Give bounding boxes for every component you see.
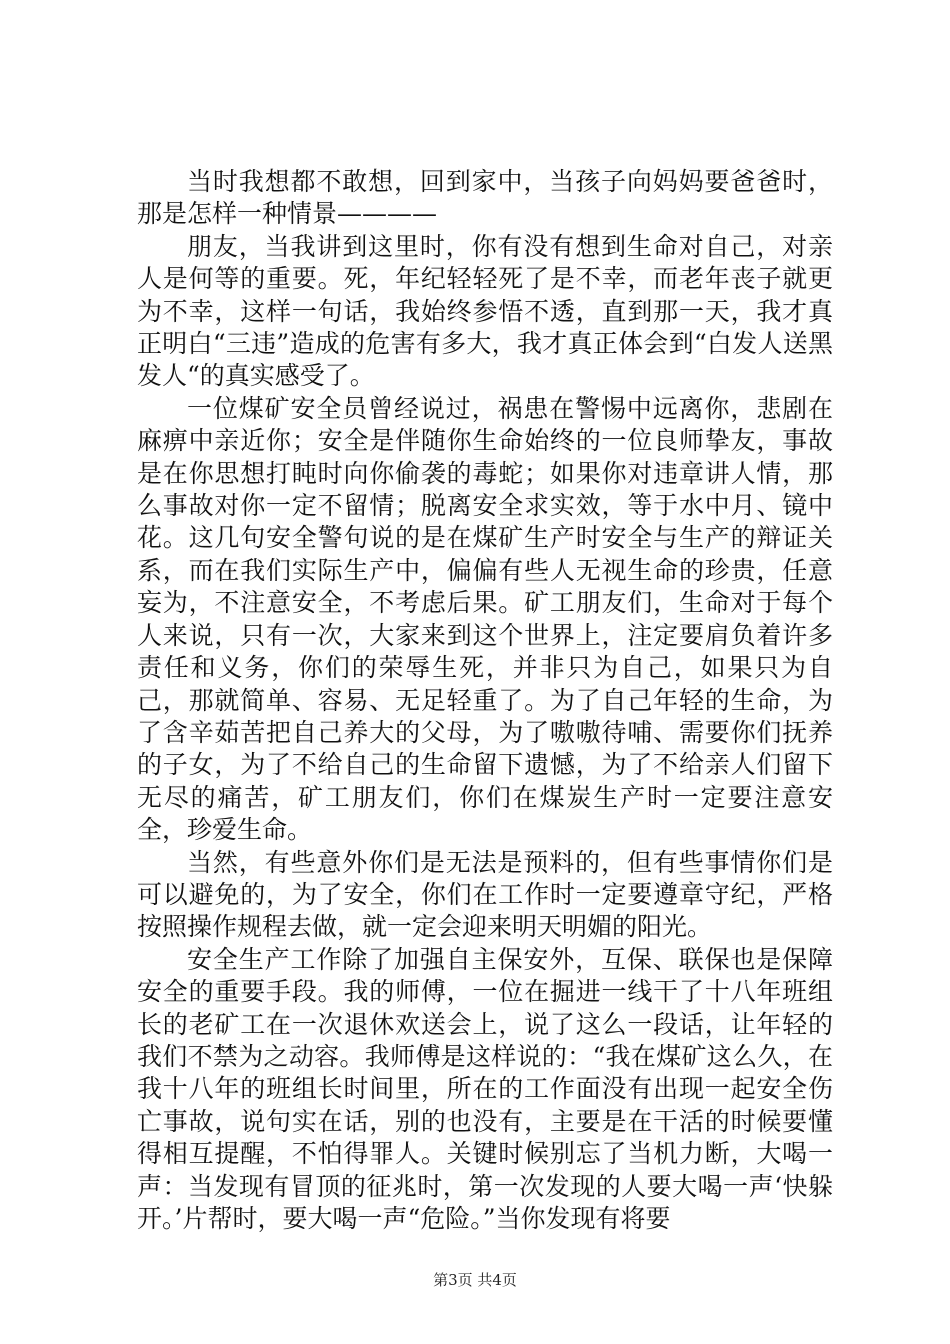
paragraph-3: 一位煤矿安全员曾经说过，祸患在警惕中远离你，悲剧在麻痹中亲近你；安全是伴随你生命始终的一位良师挚友，事故是在你思想打盹时向你偷袭的毒蛇；如果你对违章讲人情，那么事故对你一定不留情；脱离安全求实效，等于水中月、镜中花。这几句安全警句说的是在煤矿生产时安全与生产的辩证关系，而在我们实际生产中，偏偏有些人无视生命的珍贵，任意妄为，不注意安全，不考虑后果。矿工朋友们，生命对于每个人来说，只有一次，大家来到这个世界上，注定要肩负着许多责任和义务，你们的荣辱生死，并非只为自己，如果只为自己，那就简单、容易、无足轻重了。为了自己年轻的生命，为了含辛茹苦把自己养大的父母，为了嗷嗷待哺、需要你们抚养的子女，为了不给自己的生命留下遗憾，为了不给亲人们留下无尽的痛苦，矿工朋友们，你们在煤炭生产时一定要注意安全，珍爱生命。: [137, 393, 833, 845]
paragraph-2: 朋友，当我讲到这里时，你有没有想到生命对自己，对亲人是何等的重要。死，年纪轻轻死了是不幸，而老年丧子就更为不幸，这样一句话，我始终参悟不透，直到那一天，我才真正明白“三违”造成的危害有多大，我才真正体会到“白发人送黑发人“的真实感受了。: [137, 231, 833, 391]
document-body: [137, 166, 833, 1235]
paragraph-5: 安全生产工作除了加强自主保安外，互保、联保也是保障安全的重要手段。我的师傅，一位在掘进一线干了十八年班组长的老矿工在一次退休欢送会上，说了这么一段话，让年轻的我们不禁为之动容。我师傅是这样说的：“我在煤矿这么久，在我十八年的班组长时间里，所在的工作面没有出现一起安全伤亡事故，说句实在话，别的也没有，主要是在干活的时候要懂得相互提醒，不怕得罪人。关键时候别忘了当机力断，大喝一声：当发现有冒顶的征兆时，第一次发现的人要大喝一声‘快躲开。’片帮时，要大喝一声“危险。”当你发现有将要: [137, 944, 833, 1233]
page-number-footer: 第3页 共4页: [433, 1271, 517, 1289]
paragraph-1: 当时我想都不敢想，回到家中，当孩子向妈妈要爸爸时，那是怎样一种情景————: [137, 167, 833, 229]
paragraph-4: 当然，有些意外你们是无法是预料的，但有些事情你们是可以避免的，为了安全，你们在工作时一定要遵章守纪，严格按照操作规程去做，就一定会迎来明天明媚的阳光。: [137, 847, 833, 942]
